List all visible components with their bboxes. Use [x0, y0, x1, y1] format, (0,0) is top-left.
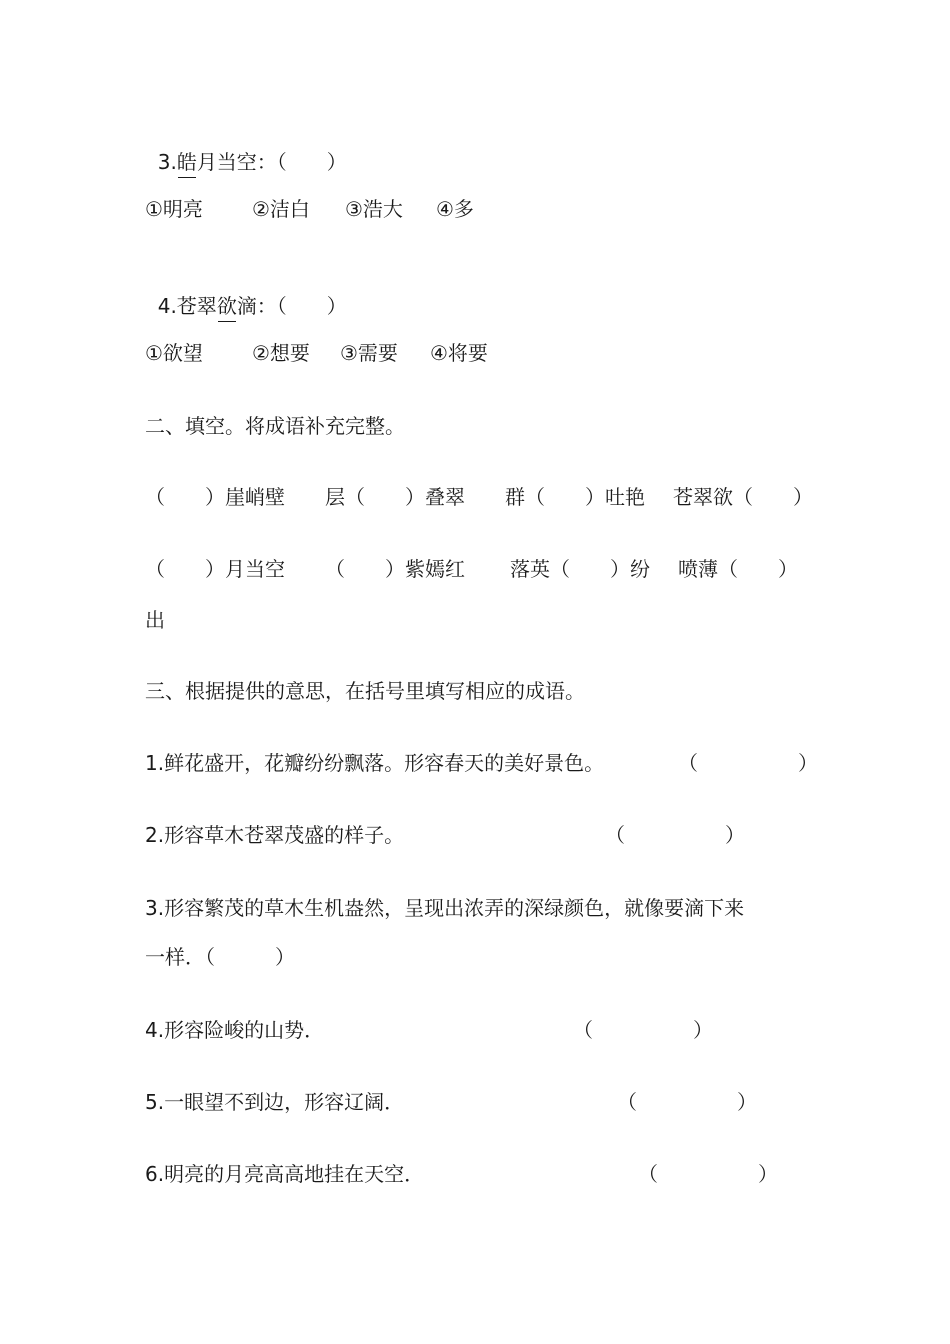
option: ④将要 — [430, 341, 488, 365]
option: ③需要 — [340, 341, 398, 365]
meaning-text-continued: 一样．（ ） — [145, 945, 295, 969]
meaning-text: 4.形容险峻的山势． — [145, 1018, 325, 1042]
question-prefix: 4.苍翠 — [157, 294, 217, 318]
answer-blank: （ ） — [605, 823, 745, 847]
meaning-text: 5.一眼望不到边，形容辽阔． — [145, 1090, 405, 1114]
idiom-blank: （ ）紫嫣红 — [325, 557, 465, 581]
option: ③浩大 — [345, 197, 403, 221]
option: ①明亮 — [145, 197, 203, 221]
option: ②洁白 — [252, 197, 310, 221]
answer-blank: （ ） — [638, 1162, 778, 1186]
idiom-blank: 喷薄（ ） — [678, 557, 798, 581]
idiom-blank: 层（ ）叠翠 — [325, 485, 465, 509]
answer-blank: （ ） — [617, 1090, 757, 1114]
section-heading: 二、填空。将成语补充完整。 — [145, 414, 405, 438]
answer-blank: （ ） — [573, 1018, 713, 1042]
option: ②想要 — [252, 341, 310, 365]
question-text: 滴：（ ） — [236, 294, 347, 318]
meaning-text: 1.鲜花盛开，花瓣纷纷飘落。形容春天的美好景色。 — [145, 751, 605, 775]
underlined-char: 欲 — [216, 294, 237, 318]
question-3 — [145, 123, 347, 175]
question-4 — [145, 267, 347, 319]
meaning-text: 2.形容草木苍翠茂盛的样子。 — [145, 823, 405, 847]
meaning-text: 6.明亮的月亮高高地挂在天空． — [145, 1162, 425, 1186]
idiom-blank: 落英（ ）纷 — [510, 557, 650, 581]
option: ④多 — [436, 197, 474, 221]
idiom-blank: 苍翠欲（ ） — [673, 485, 813, 509]
answer-blank: （ ） — [678, 751, 818, 775]
section-heading: 三、根据提供的意思，在括号里填写相应的成语。 — [145, 679, 585, 703]
idiom-blank: （ ）月当空 — [145, 557, 285, 581]
idiom-blank: 群（ ）吐艳 — [505, 485, 645, 509]
meaning-text: 3.形容繁茂的草木生机盎然，呈现出浓弄的深绿颜色，就像要滴下来 — [145, 896, 745, 920]
idiom-row-2-wrap: 出 — [145, 608, 165, 632]
underlined-char: 皓 — [176, 150, 197, 174]
question-number: 3. — [157, 150, 177, 174]
option: ①欲望 — [145, 341, 203, 365]
idiom-blank: （ ）崖峭壁 — [145, 485, 285, 509]
question-text: 月当空：（ ） — [196, 150, 347, 174]
